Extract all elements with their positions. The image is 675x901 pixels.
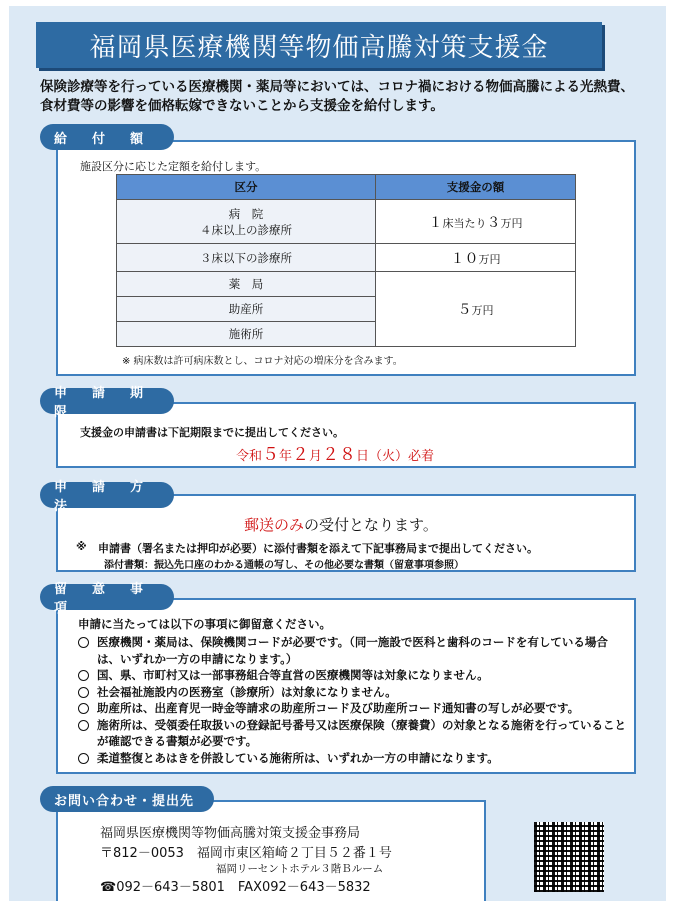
contact-office: 福岡県医療機関等物価高騰対策支援金事務局 — [100, 826, 361, 841]
houhou-line1: 申請書（署名または押印が必要）に添付書類を添えて下記事務局まで提出してください。 — [98, 542, 538, 555]
page-title: 福岡県医療機関等物価高騰対策支援金 — [36, 22, 602, 68]
kigen-lead: 支援金の申請書は下記期限までに提出してください。 — [80, 426, 344, 439]
circle-bullet-icon — [78, 720, 89, 731]
circle-bullet-icon — [78, 670, 89, 681]
contact-postal: 〒812－0053 福岡市東区箱崎２丁目５２番１号 — [100, 846, 392, 861]
ryui-lead: 申請に当たっては以下の事項に御留意ください。 — [78, 617, 331, 631]
houhou-mark: ※ — [76, 540, 87, 553]
circle-bullet-icon — [78, 687, 89, 698]
list-item: 医療機関・薬局は、保険機関コードが必要です。（同一施設で医科と歯科のコードを有している場合は、いずれか一方の申請になります。） — [78, 634, 628, 667]
contact-heading: お問い合わせ・提出先 — [40, 786, 214, 812]
list-item: 国、県、市町村又は一部事務組合等直営の医療機関等は対象になりません。 — [78, 667, 628, 684]
amount-small-clinic: １０万円 — [376, 244, 576, 272]
kyufu-heading: 給 付 額 — [40, 124, 174, 150]
deadline-date: 令和５年２月２８日（火）必着 — [236, 445, 435, 465]
table-row-hospital: 病 院 ４床以上の診療所 — [117, 200, 376, 244]
ryui-list — [78, 634, 628, 766]
list-item: 社会福祉施設内の医務室（診療所）は対象になりません。 — [78, 684, 628, 701]
contact-tel: ☎092－643－5801 FAX092－643－5832 — [100, 880, 371, 895]
list-item: 助産所は、出産育児一時金等請求の助産所コード及び助産所コード通知書の写しが必要です。 — [78, 700, 628, 717]
table-row-small-clinic: ３床以下の診療所 — [117, 244, 376, 272]
circle-bullet-icon — [78, 703, 89, 714]
amount-table — [116, 174, 576, 347]
houhou-line2: 添付書類：振込先口座のわかる通帳の写し、その他必要な書類（留意事項参照） — [104, 560, 464, 571]
amount-hospital: １床当たり３万円 — [376, 200, 576, 244]
circle-bullet-icon — [78, 753, 89, 764]
kigen-heading: 申 請 期 限 — [40, 388, 174, 414]
amount-others: ５万円 — [376, 272, 576, 347]
table-row-pharmacy: 薬 局 — [117, 272, 376, 297]
list-item: 柔道整復とあはきを併設している施術所は、いずれか一方の申請になります。 — [78, 750, 628, 767]
houhou-main: 郵送のみの受付となります。 — [244, 516, 438, 534]
contact-building: 福岡リーセントホテル３階Ｂルーム — [216, 863, 384, 875]
intro-text: 保険診療等を行っている医療機関・薬局等においては、コロナ禍における物価高騰による光熱費、食材費等の影響を価格転嫁できないことから支援金を給付します。 — [40, 79, 634, 114]
ryui-heading: 留 意 事 項 — [40, 584, 174, 610]
qr-code-icon[interactable] — [534, 822, 604, 892]
col-header-category: 区分 — [117, 175, 376, 200]
table-row-therapy: 施術所 — [117, 322, 376, 347]
col-header-amount: 支援金の額 — [376, 175, 576, 200]
kyufu-note: ※ 病床数は許可病床数とし、コロナ対応の増床分を含みます。 — [122, 356, 403, 367]
list-item: 施術所は、受領委任取扱いの登録記号番号又は医療保険（療養費）の対象となる施術を行っていることが確認できる書類が必要です。 — [78, 717, 628, 750]
kyufu-lead: 施設区分に応じた定額を給付します。 — [80, 160, 267, 173]
houhou-heading: 申 請 方 法 — [40, 482, 174, 508]
circle-bullet-icon — [78, 637, 89, 648]
table-row-midwife: 助産所 — [117, 297, 376, 322]
